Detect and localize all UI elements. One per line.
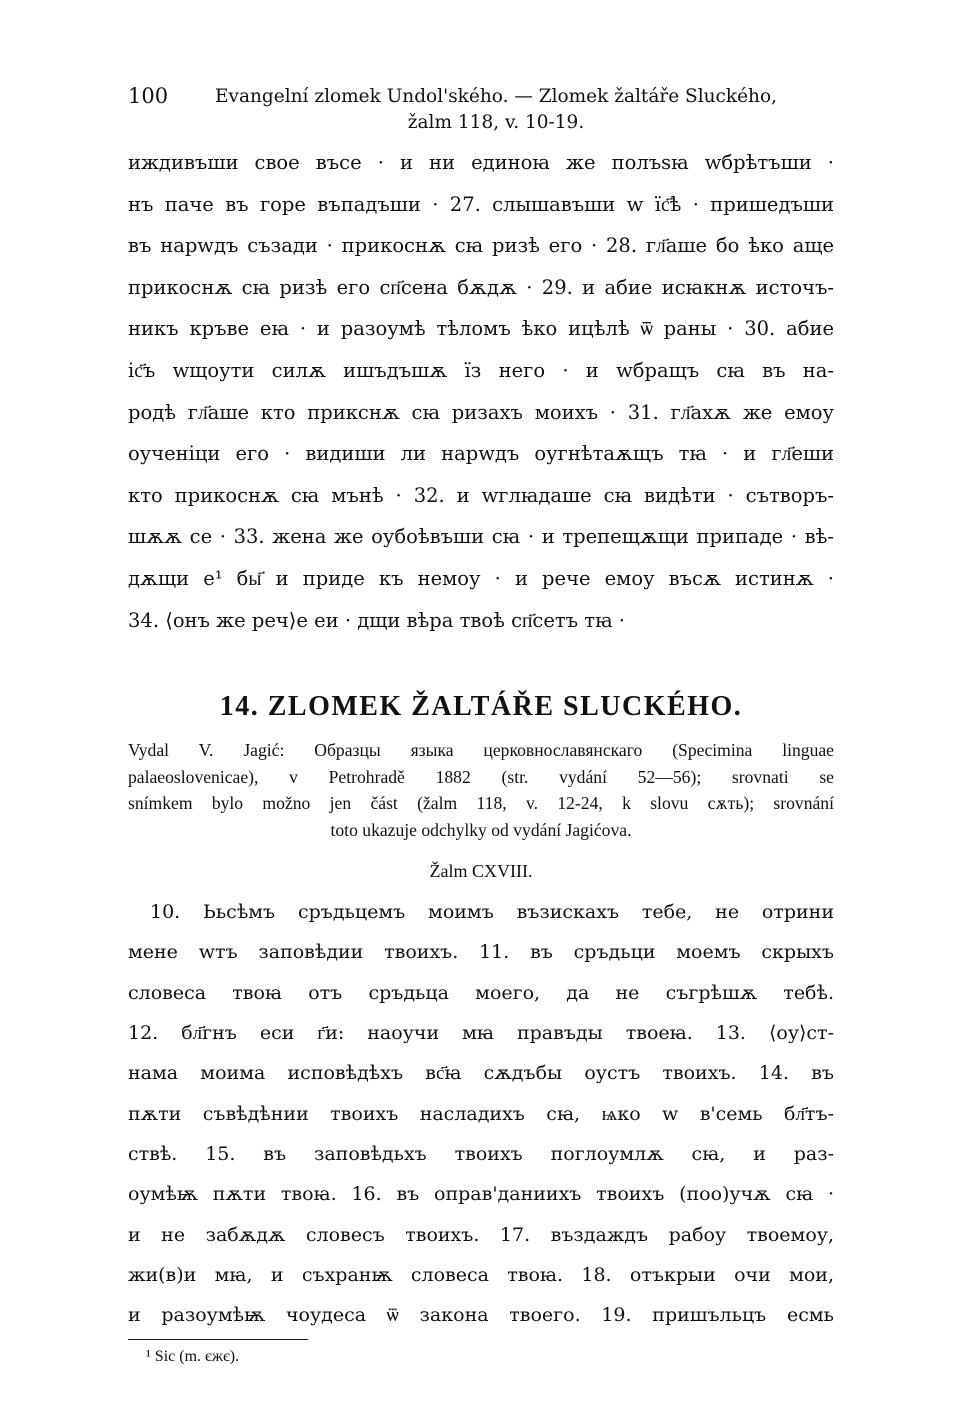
psalm-line: 10. Ььсѣмъ сръдьцемъ моимъ възискахъ тебе, не отрини xyxy=(150,901,834,924)
gospel-line: прикоснѫ сꙗ ризѣ его сп҃сена бѫдѫ · 29. и абие исꙗкнѫ источъ- xyxy=(128,275,834,299)
gospel-line: никъ кръве еꙗ · и разоумѣ тѣломъ ѣко ицѣлѣ ѿ раны · 30. абие xyxy=(128,317,834,341)
intro-paragraph xyxy=(128,737,834,843)
psalm-line: и разоумѣѭ чоудеса ѿ закона твоего. 19. пришъльцъ есмь xyxy=(128,1304,834,1327)
intro-line: snímkem bylo možno jen část (žalm 118, v. 12-24, k slovu сѫть); srovnání xyxy=(128,793,834,814)
gospel-line: кто прикоснѫ сꙗ мънѣ · 32. и wглꙗдаше сꙗ видѣти · сътворъ- xyxy=(128,483,834,507)
footnote-divider xyxy=(128,1339,308,1340)
psalm-line: пѫти съвѣдѣнии твоихъ насладихъ сꙗ, ѩко w в'семь бл҃тъ- xyxy=(128,1102,834,1125)
psalm-text xyxy=(128,892,834,1335)
gospel-line: въ нарwдъ съзади · прикоснѫ сꙗ ризѣ его · 28. гл҃аше бо ѣко аще xyxy=(128,234,834,258)
psalm-line: мене wтъ заповѣдии твоихъ. 11. въ сръдьци моемъ скрыхъ xyxy=(128,941,834,964)
psalm-line: 12. бл҃гнъ еси г҃и: наоучи мꙗ правъды твоеꙗ. 13. ⟨оу⟩ст- xyxy=(128,1022,834,1045)
gospel-fragment-text xyxy=(128,142,834,641)
intro-line: Vydal V. Jagić: Образцы языка церковнославянскаго (Specimina linguae xyxy=(128,740,834,761)
gospel-line: иждивъши свое въсе · и ни единоꙗ же полъѕꙗ wбрѣтъши · xyxy=(128,151,834,174)
psalm-line: оумѣѭ пѫти твоꙗ. 16. въ оправ'даниихъ твоихъ (поо)учѫ сꙗ · xyxy=(128,1183,834,1206)
intro-line: toto ukazuje odchylky od vydání Jagićova. xyxy=(330,819,632,840)
page xyxy=(128,84,834,1366)
gospel-line: дѫщи е¹ бы҃ и приде къ немоу · и рече емоу въсѫ истинѫ · xyxy=(128,566,834,590)
page-number: 100 xyxy=(128,84,169,108)
running-header xyxy=(128,84,834,142)
psalm-line: и не забѫдѫ словесъ твоихъ. 17. въздаждъ рабоу твоемоу, xyxy=(128,1223,834,1246)
gospel-line: іс҃ъ wщоути силѫ ишъдъшѫ їз него · и wбращъ сꙗ въ на- xyxy=(128,358,834,382)
gospel-line: 34. ⟨онъ же реч⟩е еи · дщи вѣра твоѣ сп҃сетъ тꙗ · xyxy=(128,608,625,632)
gospel-line: нъ паче въ горе въпадъши · 27. слышавъши w їс҃ѣ · пришедъши xyxy=(128,192,834,216)
gospel-line: оученіци его · видиши ли нарwдъ оугнѣтаѫщъ тꙗ · и гл҃еши xyxy=(128,442,834,466)
gospel-line: шѫѫ се · 33. жена же оубоѣвъши сꙗ · и трепещѫщи припаде · вѣ- xyxy=(128,525,834,549)
psalm-line: ствѣ. 15. въ заповѣдьхъ твоихъ поглоумлѫ сꙗ, и раз- xyxy=(128,1142,834,1165)
psalm-title: Žalm CXVIII. xyxy=(429,861,533,882)
section-heading: 14. ZLOMEK ŽALTÁŘE SLUCKÉHO. xyxy=(219,691,743,723)
psalm-line: нама моима исповѣдѣхъ вс҃ꙗ сѫдъбы оустъ твоихъ. 14. въ xyxy=(128,1062,834,1085)
psalm-line: жи(в)и мꙗ, и съхранѭ словеса твоꙗ. 18. отъкрыи очи мои, xyxy=(128,1263,834,1286)
running-title-line1: Evangelní zlomek Undol'ského. — Zlomek žaltáře Sluckého, xyxy=(215,86,777,107)
running-title-line2: žalm 118, v. 10-19. xyxy=(407,112,585,133)
intro-line: palaeoslovenicae), v Petrohradě 1882 (str. vydání 52—56); srovnati se xyxy=(128,766,834,787)
gospel-line: родѣ гл҃аше кто прикснѫ сꙗ ризахъ моихъ · 31. гл҃ахѫ же емоу xyxy=(128,400,834,424)
footnote: ¹ Sic (m. єжє). xyxy=(146,1348,240,1366)
psalm-line: словеса твоꙗ отъ сръдьца моего, да не съгрѣшѫ тебѣ. xyxy=(128,981,834,1004)
